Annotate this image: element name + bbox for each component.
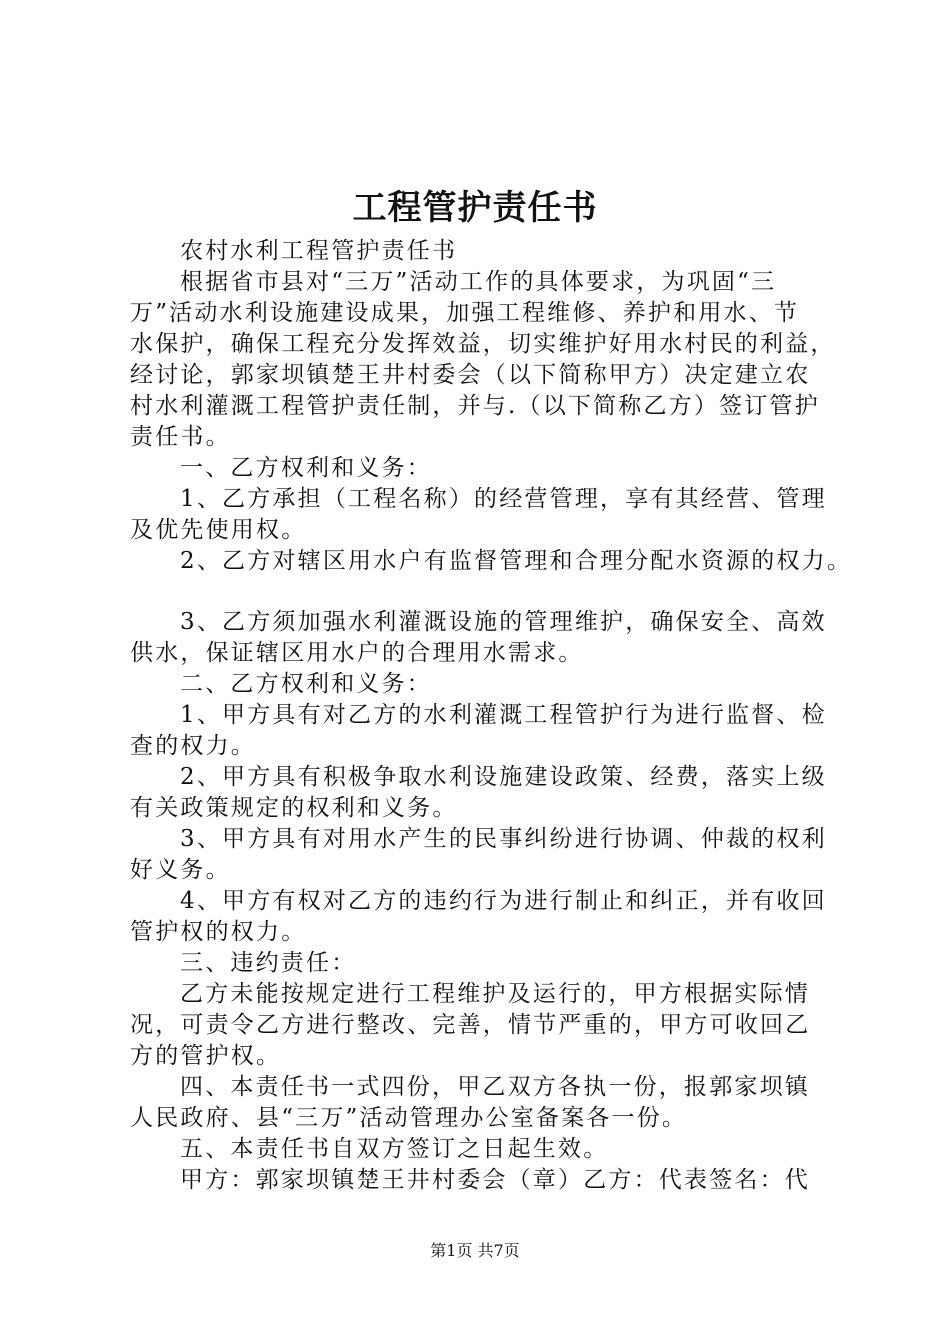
text-line: 3、乙方须加强水利灌溉设施的管理维护，确保安全、高效 xyxy=(180,609,827,635)
text-line: 查的权力。 xyxy=(130,733,256,759)
text-line: 乙方未能按规定进行工程维护及运行的，甲方根据实际情 xyxy=(180,981,810,1007)
text-line: 3、甲方具有对用水产生的民事纠纷进行协调、仲裁的权利 xyxy=(180,826,827,852)
section-heading: 二、乙方权利和义务： xyxy=(180,671,432,697)
text-line: 有关政策规定的权利和义务。 xyxy=(130,795,458,821)
section-heading: 三、违约责任： xyxy=(180,950,357,976)
text-line: 五、本责任书自双方签订之日起生效。 xyxy=(180,1136,609,1162)
document-body xyxy=(130,236,853,1196)
text-line: 人民政府、县“三万”活动管理办公室备案各一份。 xyxy=(130,1105,688,1131)
text-line: 2、乙方对辖区用水户有监督管理和合理分配水资源的权力。 xyxy=(180,548,853,574)
text-line: 经讨论，郭家坝镇楚王井村委会（以下简称甲方）决定建立农 xyxy=(130,362,811,388)
text-line: 村水利灌溉工程管护责任制，并与.（以下简称乙方）签订管护 xyxy=(130,393,820,419)
page-footer: 第1页 共7页 xyxy=(430,1241,520,1260)
text-line: 甲方：郭家坝镇楚王井村委会（章）乙方：代表签名：代 xyxy=(180,1167,810,1193)
text-line: 四、本责任书一式四份，甲乙双方各执一份，报郭家坝镇 xyxy=(180,1074,810,1100)
section-heading: 一、乙方权利和义务： xyxy=(180,455,432,481)
text-line: 1、乙方承担（工程名称）的经营管理，享有其经营、管理 xyxy=(180,486,827,512)
text-line: 供水，保证辖区用水户的合理用水需求。 xyxy=(130,640,584,666)
text-line: 2、甲方具有积极争取水利设施建设政策、经费，落实上级 xyxy=(180,764,827,790)
text-line: 根据省市县对“三万”活动工作的具体要求，为巩固“三 xyxy=(180,269,777,295)
text-line: 万”活动水利设施建设成果，加强工程维修、养护和用水、节 xyxy=(130,300,800,326)
text-line: 1、甲方具有对乙方的水利灌溉工程管护行为进行监督、检 xyxy=(180,702,827,728)
text-line: 责任书。 xyxy=(130,424,231,450)
text-line: 方的管护权。 xyxy=(130,1043,282,1069)
text-line: 况，可责令乙方进行整改、完善，情节严重的，甲方可收回乙 xyxy=(130,1012,811,1038)
blank-line xyxy=(130,577,830,607)
text-line: 管护权的权力。 xyxy=(130,919,307,945)
text-line: 水保护，确保工程充分发挥效益，切实维护好用水村民的利益， xyxy=(130,331,836,357)
text-line: 农村水利工程管护责任书 xyxy=(180,238,458,264)
text-line: 好义务。 xyxy=(130,857,231,883)
text-line: 及优先使用权。 xyxy=(130,517,307,543)
text-line: 4、甲方有权对乙方的违约行为进行制止和纠正，并有收回 xyxy=(180,888,827,914)
document-title: 工程管护责任书 xyxy=(352,188,598,228)
